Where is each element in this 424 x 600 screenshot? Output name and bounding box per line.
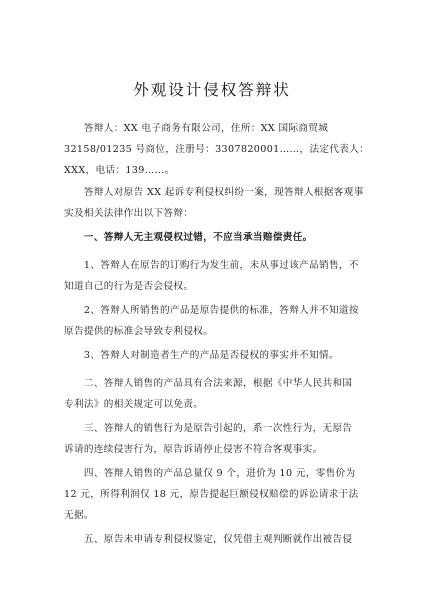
paragraph-respondent-info [64,118,370,181]
paragraph-line: 诉请的连续侵害行为，原告诉请停止侵害不符合客观事实。 [64,444,323,455]
paragraph-line: 四、答辩人销售的产品总量仅 9 个，进价为 10 元，零售价为 [64,468,356,479]
paragraph-point-1 [64,255,364,297]
paragraph-line: 无据。 [64,510,94,521]
paragraph-line: 知道自己的行为是否会侵权。 [64,281,194,292]
paragraph-line: 1、答辩人在原告的订购行为发生前，未从事过该产品销售，不 [64,260,359,271]
paragraph-line: 32158/01235 号商位，注册号：3307820001……，法定代表人： [64,144,370,155]
paragraph-line: 二、答辩人销售的产品具有合法来源，根据《中华人民共和国 [64,378,353,389]
paragraph-section-2 [64,373,364,415]
paragraph-intro [64,182,364,224]
paragraph-line: 12 元，所得利润仅 18 元，原告提起巨额侵权赔偿的诉讼请求于法 [64,489,359,500]
section-heading-1 [64,227,364,248]
paragraph-line: 2、答辩人所销售的产品是原告提供的标准，答辩人并不知道按 [64,305,359,316]
paragraph-line: 一、答辩人无主观侵权过错，不应当承当赔偿责任。 [64,232,313,243]
paragraph-section-3 [64,418,364,460]
paragraph-section-5 [64,529,364,550]
paragraph-point-3 [64,345,364,366]
paragraph-line: XXX，电话：139……。 [64,165,175,176]
paragraph-line: 三、答辩人的销售行为是原告引起的，系一次性行为，无原告 [64,423,353,434]
document-title: 外观设计侵权答辩状 [133,81,291,99]
paragraph-line: 原告提供的标准会导致专利侵权。 [64,326,214,337]
paragraph-point-2 [64,300,364,342]
paragraph-section-4 [64,463,364,526]
paragraph-line: 实及相关法律作出以下答辩： [64,208,194,219]
paragraph-line: 答辩人：XX 电子商务有限公司，住所：XX 国际商贸城 [64,123,329,134]
paragraph-line: 专利法》的相关规定可以免责。 [64,399,204,410]
paragraph-line: 五、原告未申请专利侵权鉴定，仅凭借主观判断就作出被告侵 [64,534,353,545]
paragraph-line: 3、答辩人对制造者生产的产品是否侵权的事实并不知情。 [64,350,339,361]
paragraph-line: 答辩人对原告 XX 起诉专利侵权纠纷一案，现答辩人根据客观事 [64,187,364,198]
